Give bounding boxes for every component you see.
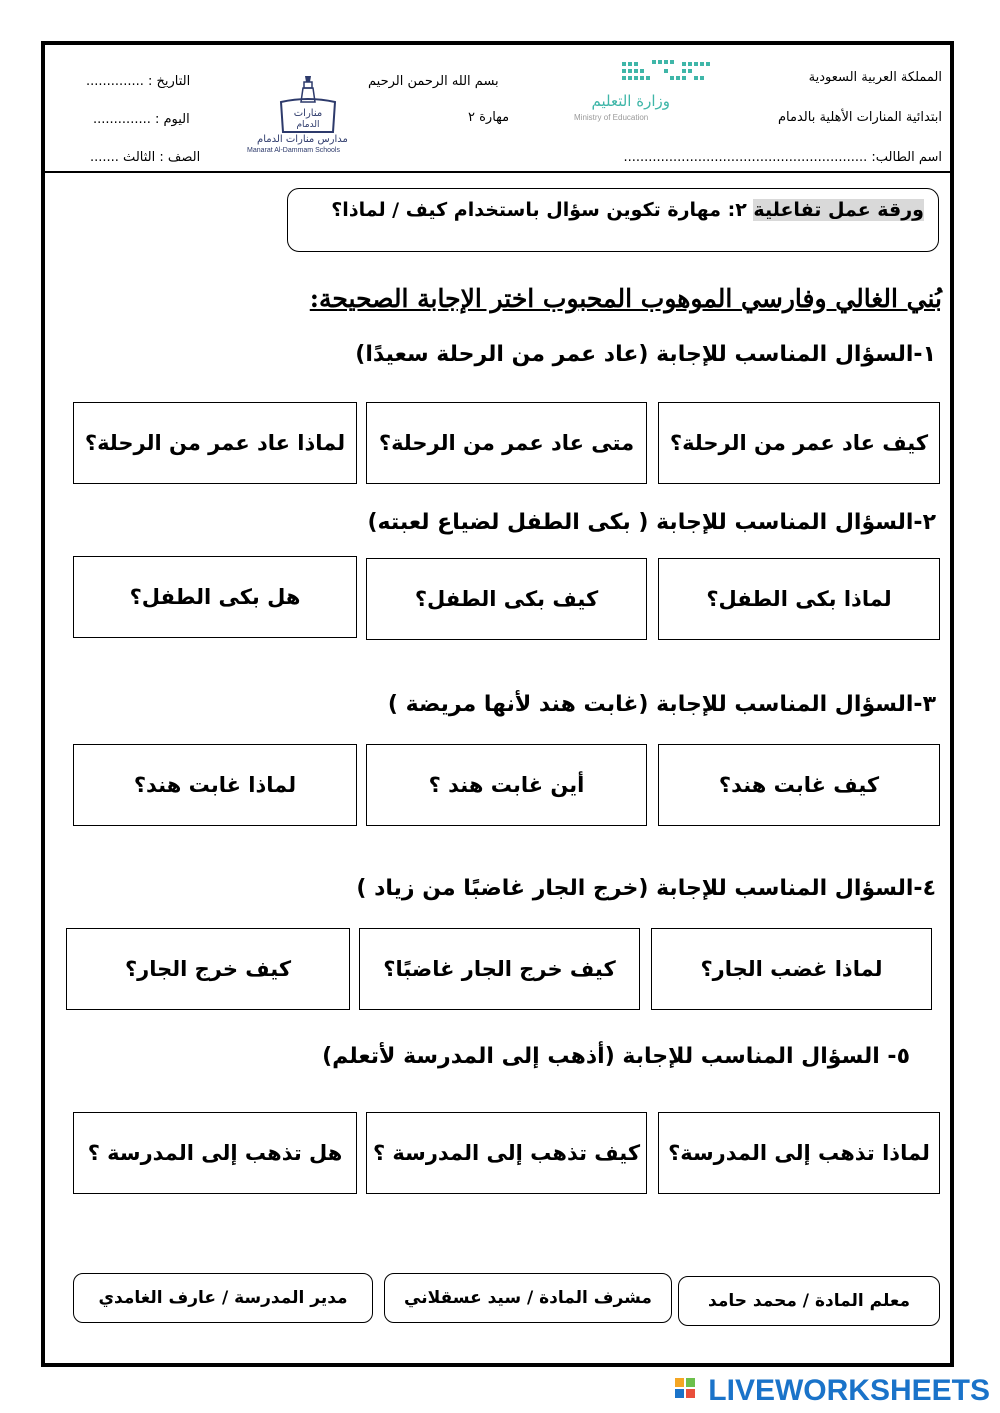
worksheet-title [331, 199, 924, 221]
school-logo-ar: مدارس منارات الدمام [257, 134, 348, 145]
question-2-label: ٢-السؤال المناسب للإجابة ( بكى الطفل لضياع لعبته) [367, 510, 936, 535]
q5-option-3[interactable]: هل تذهب إلى المدرسة ؟ [73, 1112, 357, 1194]
q2-option-2[interactable]: كيف بكى الطفل؟ [366, 558, 647, 640]
principal-signature: مدير المدرسة / عارف الغامدي [73, 1273, 373, 1323]
instruction: بُني الغالي وفارسي الموهوب المحبوب اختر الإجابة الصحيحة: [309, 284, 942, 313]
header-divider [45, 171, 950, 173]
liveworksheets-watermark [674, 1374, 990, 1408]
svg-text:منارات: منارات [293, 108, 323, 119]
ministry-name-ar: وزارة التعليم [591, 92, 670, 110]
question-3-label: ٣-السؤال المناسب للإجابة (غابت هند لأنها مريضة ) [387, 692, 936, 717]
lighthouse-icon [247, 72, 369, 136]
student-name-field[interactable]: اسم الطالب: ........................................................... [623, 150, 942, 165]
skill-label: مهارة ٢ [468, 110, 510, 125]
q2-option-3[interactable]: هل بكى الطفل؟ [73, 556, 357, 638]
q3-option-1[interactable]: كيف غابت هند؟ [658, 744, 940, 826]
school-logo [247, 72, 369, 158]
q5-option-1[interactable]: لماذا تذهب إلى المدرسة؟ [658, 1112, 940, 1194]
question-4-label: ٤-السؤال المناسب للإجابة (خرج الجار غاضبًا من زياد ) [356, 876, 936, 901]
q1-option-2[interactable]: متى عاد عمر من الرحلة؟ [366, 402, 647, 484]
svg-text:الدمام: الدمام [296, 120, 320, 130]
country-label: المملكة العربية السعودية [808, 70, 942, 85]
liveworksheets-logo-icon [674, 1376, 708, 1406]
school-logo-en: Manarat Al-Dammam Schools [247, 147, 340, 154]
supervisor-signature: مشرف المادة / سيد عسقلاني [384, 1273, 672, 1323]
date-field[interactable]: التاريخ : .............. [86, 74, 191, 89]
q3-option-2[interactable]: أين غابت هند ؟ [366, 744, 647, 826]
q4-option-1[interactable]: لماذا غضب الجار؟ [651, 928, 932, 1010]
day-field[interactable]: اليوم : .............. [93, 112, 190, 127]
school-label: ابتدائية المنارات الأهلية بالدمام [777, 110, 942, 125]
q2-option-1[interactable]: لماذا بكى الطفل؟ [658, 558, 940, 640]
ministry-dots-icon [572, 58, 722, 92]
q3-option-3[interactable]: لماذا غابت هند؟ [73, 744, 357, 826]
q1-option-1[interactable]: كيف عاد عمر من الرحلة؟ [658, 402, 940, 484]
q4-option-2[interactable]: كيف خرج الجار غاضبًا؟ [359, 928, 640, 1010]
ministry-name-en: Ministry of Education [574, 113, 649, 122]
basmala: بسم الله الرحمن الرحيم [368, 74, 499, 89]
title-box [287, 188, 939, 252]
question-1-label: ١-السؤال المناسب للإجابة (عاد عمر من الرحلة سعيدًا) [355, 342, 936, 367]
watermark-text: LIVEWORKSHEETS [708, 1374, 990, 1407]
question-5-label: ٥- السؤال المناسب للإجابة (أذهب إلى المدرسة لأتعلم) [322, 1044, 910, 1069]
q5-option-2[interactable]: كيف تذهب إلى المدرسة ؟ [366, 1112, 647, 1194]
title-highlight: ورقة عمل تفاعلية [753, 199, 924, 221]
grade-field[interactable]: الصف : الثالث ....... [90, 150, 201, 165]
title-rest: ٢: مهارة تكوين سؤال باستخدام كيف / لماذا؟ [331, 199, 754, 221]
q4-option-3[interactable]: كيف خرج الجار؟ [66, 928, 350, 1010]
q1-option-3[interactable]: لماذا عاد عمر من الرحلة؟ [73, 402, 357, 484]
teacher-signature: معلم المادة / محمد حامد [678, 1276, 940, 1326]
ministry-logo [572, 58, 722, 128]
